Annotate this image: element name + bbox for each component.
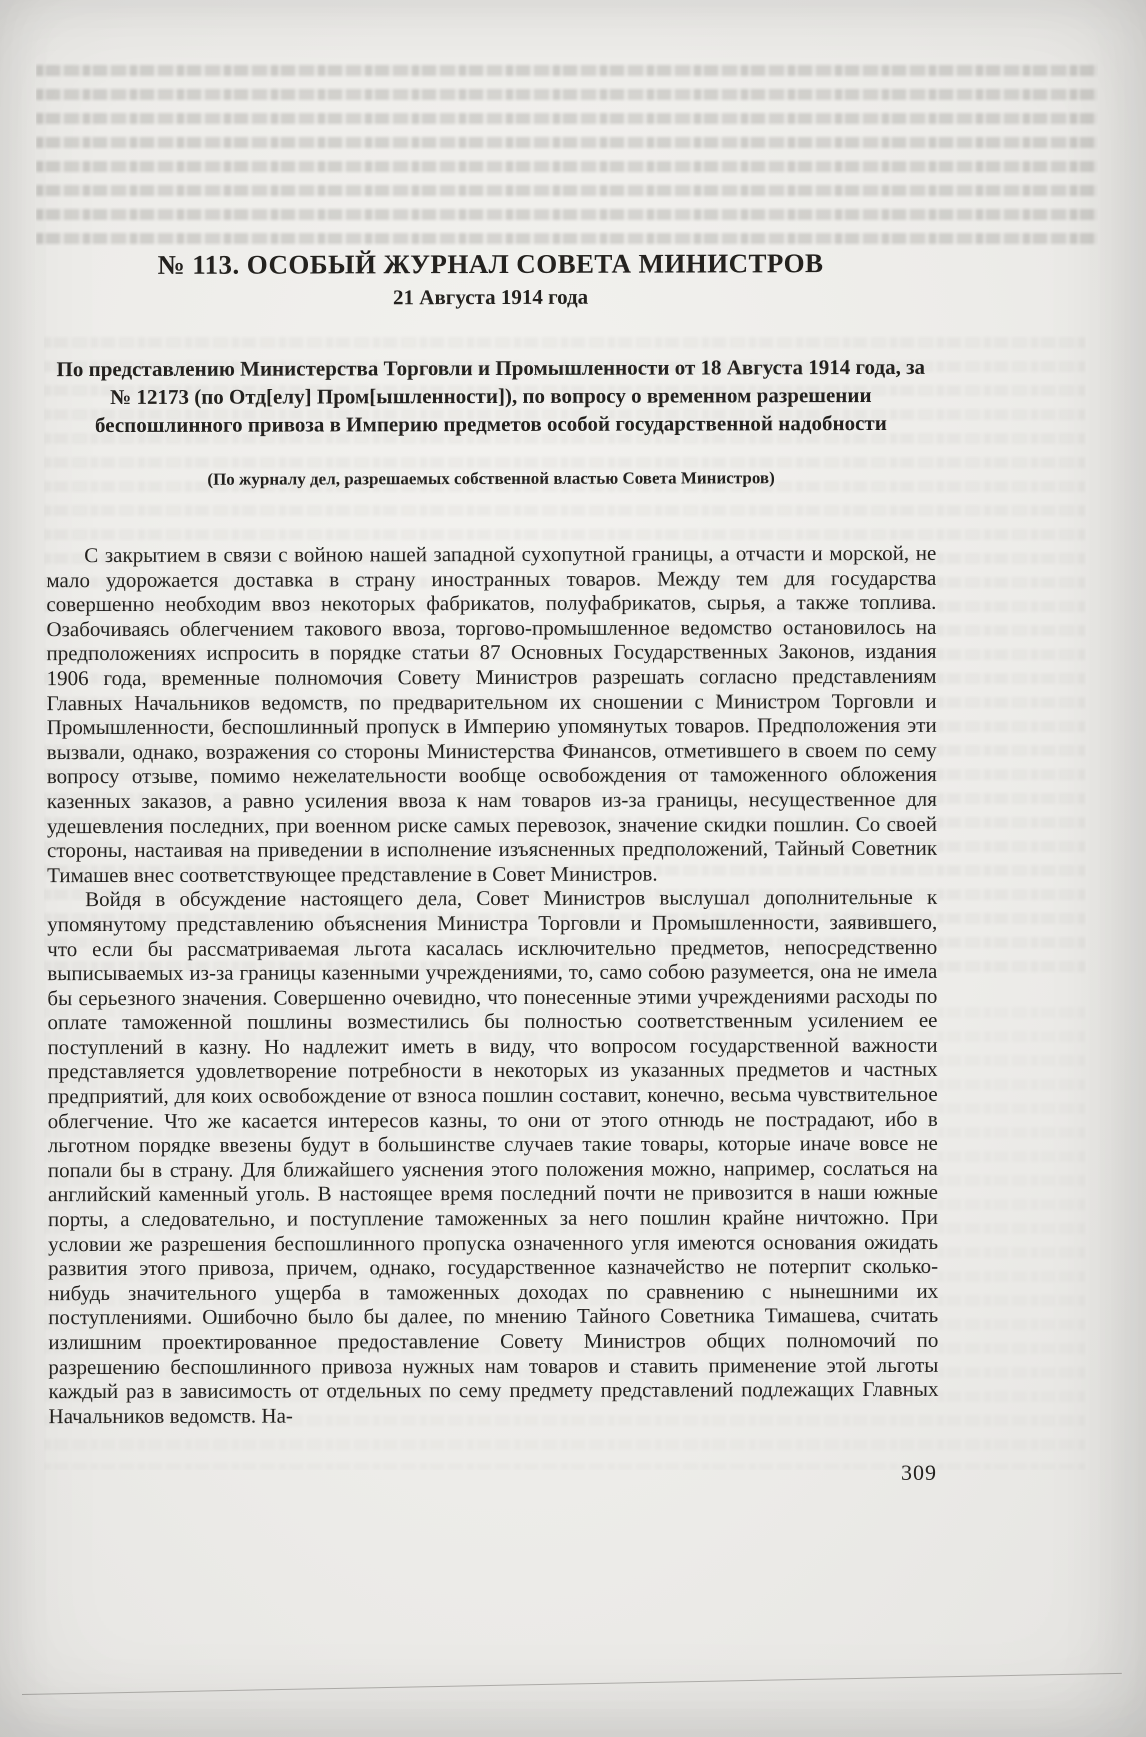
page-number: 309 [901, 1460, 937, 1485]
text-block [45, 247, 938, 1429]
journal-title: № 113. ОСОБЫЙ ЖУРНАЛ СОВЕТА МИНИСТРОВ [157, 248, 824, 280]
body-paragraph: Войдя в обсуждение настоящего дела, Совет Министров выслушал дополнительные к упомянутому представлению объяснения Министра Торговли и Промышленности, заявившего, что если бы рассматриваемая льгота касалась исключительно предметов, непосредственно выписываемых из-за границы казенными учреждениями, то, само собою разумеется, она не имела бы серьезного значения. Совершенно очевидно, что понесенные этими учреждениями расходы по оплате таможенной пошлины возместились бы полностью соответственным усилением ее поступлений в казну. Но надлежит иметь в виду, что вопросом государственной важности представляется удовлетворение потребности в некоторых из указанных предметов и частных предприятий, для коих освобождение от взноса пошлин составит, конечно, весьма чувствительное облегчение. Что же касается интересов казны, то они от этого отнюдь не пострадают, ибо в льготном порядке ввезены будут в большинстве случаев такие товары, которые иначе вовсе не попали бы в страну. Для ближайшего уяснения этого положения можно, например, сослаться на английский каменный уголь. В настоящее время последний почти не привозится в наши южные порты, а следовательно, и поступление таможенных за него пошлин крайне ничтожно. При условии же разрешения беспошлинного пропуска означенного угля имеются основания ожидать развития этого привоза, причем, однако, государственное казначейство не потерпит сколько-нибудь значительного ущерба в таможенных доходах по сравнению с нынешними их поступлениями. Ошибочно было бы далее, по мнению Тайного Советника Тимашева, считать излишним проектированное предоставление Совету Министров общих полномочий по разрешению беспошлинного привоза нужных нам товаров и ставить применение этой льготы каждый раз в зависимость от отдельных по сему предмету представлений подлежащих Главных Начальников ведомств. На- [47, 885, 939, 1428]
bleed-through-text-top [36, 58, 1098, 248]
journal-source-note: (По журналу дел, разрешаемых собственной властью Совета Министров) [207, 468, 775, 489]
body-paragraph: С закрытием в связи с войною нашей западной сухопутной границы, а отчасти и морской, не мало удорожается доставка в страну иностранных товаров. Между тем для государства совершенно необходим ввоз некоторых фабрикатов, полуфабрикатов, сырья, а также топлива. Озабочиваясь облегчением такового ввоза, торгово-промышленное ведомство остановилось на предположениях испросить в порядке статьи 87 Основных Государственных Законов, издания 1906 года, временные полномочия Совету Министров разрешать согласно представлениям Главных Начальников ведомств, по предварительном их сношении с Министром Торговли и Промышленности, беспошлинный пропуск в Империю упомянутых товаров. Предположения эти вызвали, однако, возражения со стороны Министерства Финансов, отметившего в своем по сему вопросу отзыве, помимо нежелательности вообще освобождения от таможенного обложения казенных заказов, а равно усиления ввоза к нам товаров из-за границы, несущественное для удешевления последних, при военном риске самых перевозок, значение скидки пошлин. Со своей стороны, настаивая на приведении в исполнение изъясненных предположений, Тайный Советник Тимашев внес соответствующее представление в Совет Министров. [46, 540, 938, 887]
page-edge-artifact [22, 1673, 1122, 1695]
subject-heading: По представлению Министерства Торговли и Промышленности от 18 Августа 1914 года, за № 12173 (по Отд[елу] Пром[ышленности]), по вопросу о временном разрешении беспошлинного привоза в Империю предметов особой государственной надобности [56, 354, 926, 438]
journal-date: 21 Августа 1914 года [393, 284, 589, 310]
